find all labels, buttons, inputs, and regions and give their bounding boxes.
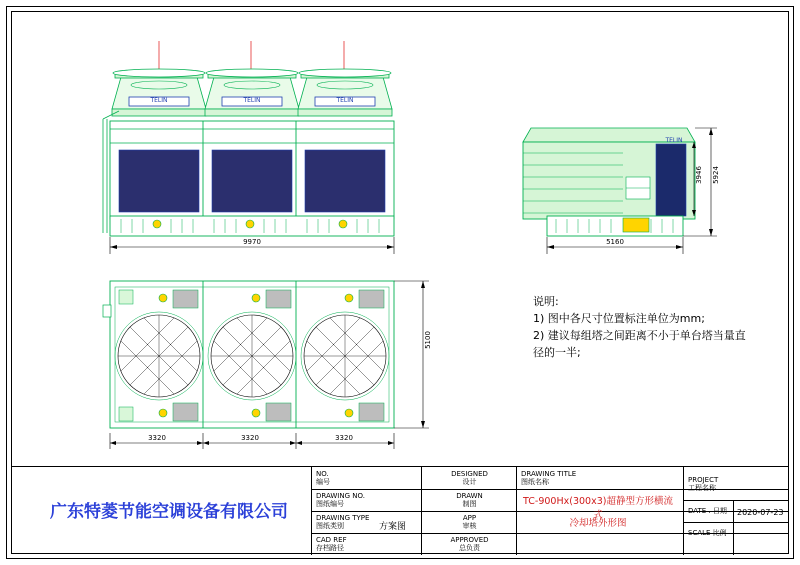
side-elevation [523, 128, 717, 254]
label-scale [685, 522, 733, 544]
label-drawing-no-en: DRAWING NO. [316, 492, 365, 500]
notes-block [533, 293, 748, 361]
dim-side-height-total: 5924 [712, 166, 720, 184]
label-app [423, 511, 516, 533]
dim-plan-depth: 5100 [424, 331, 432, 349]
label-cad-ref [313, 533, 421, 555]
label-no [313, 467, 421, 489]
plan-view [103, 281, 429, 449]
label-project-cn: 工程名称 [688, 483, 716, 492]
label-drawing-title-cn: 图纸名称 [521, 478, 549, 486]
front-elevation [103, 41, 394, 254]
label-app-cn: 审核 [462, 522, 477, 530]
label-designed-en: DESIGNED [451, 470, 488, 478]
company-name: 广东特菱节能空调设备有限公司 [50, 502, 288, 522]
drawing-type-value: 方案图 [379, 522, 407, 532]
drawing-title-line-2: 冷却塔外形图 [569, 518, 627, 529]
label-no-cn: 编号 [316, 478, 330, 486]
label-date [685, 500, 733, 522]
label-drawn-en: DRAWN [456, 492, 483, 500]
note-item-2: 2) 建议每组塔之间距离不小于单台塔当量直径的一半; [533, 329, 746, 359]
dim-side-width: 5160 [606, 238, 624, 246]
dim-front-width: 9970 [243, 238, 261, 246]
label-approved-en: APPROVED [450, 536, 489, 544]
label-project [685, 467, 789, 500]
label-drawn-cn: 制图 [462, 500, 477, 508]
fan-brand-label-side: TELIN [665, 137, 683, 144]
label-drawing-type-en: DRAWING TYPE [316, 514, 370, 522]
label-drawn [423, 489, 516, 511]
label-date-en: DATE . 日期 [688, 507, 727, 515]
label-app-en: APP [462, 514, 477, 522]
label-drawing-title [518, 467, 683, 489]
dim-plan-cell-1: 3320 [148, 434, 166, 442]
dim-plan-cell-3: 3320 [335, 434, 353, 442]
label-drawing-type-cn: 图纸类别 [316, 522, 344, 530]
label-drawing-no [313, 489, 421, 511]
fan-brand-label-2: TELIN [243, 97, 261, 104]
note-item-1: 1) 图中各尺寸位置标注单位为mm; [533, 312, 705, 325]
technical-drawing-vector [11, 11, 789, 461]
label-cad-ref-cn: 存档路径 [316, 544, 344, 552]
label-designed-cn: 设计 [462, 478, 477, 486]
label-cad-ref-en: CAD REF [316, 536, 347, 544]
drawing-area [11, 11, 789, 461]
label-drawing-no-cn: 图纸编号 [316, 500, 344, 508]
notes-title: 说明: [533, 295, 559, 308]
dim-plan-cell-2: 3320 [241, 434, 259, 442]
dim-side-height-inner: 3946 [695, 166, 703, 184]
label-project-en: PROJECT [688, 475, 719, 484]
label-no-en: NO. [316, 470, 329, 478]
title-block [11, 466, 789, 554]
drawing-title-line-1: TC-900Hx(300x3)超静型方形横流式 [523, 496, 673, 521]
label-drawing-title-en: DRAWING TITLE [521, 470, 577, 478]
label-scale-en: SCALE 比例 [688, 529, 727, 537]
label-designed [423, 467, 516, 489]
label-approved [423, 533, 516, 555]
label-approved-cn: 总负责 [459, 544, 480, 552]
value-date: 2020-07-23 [737, 508, 784, 517]
fan-brand-label-1: TELIN [150, 97, 168, 104]
fan-brand-label-3: TELIN [336, 97, 354, 104]
